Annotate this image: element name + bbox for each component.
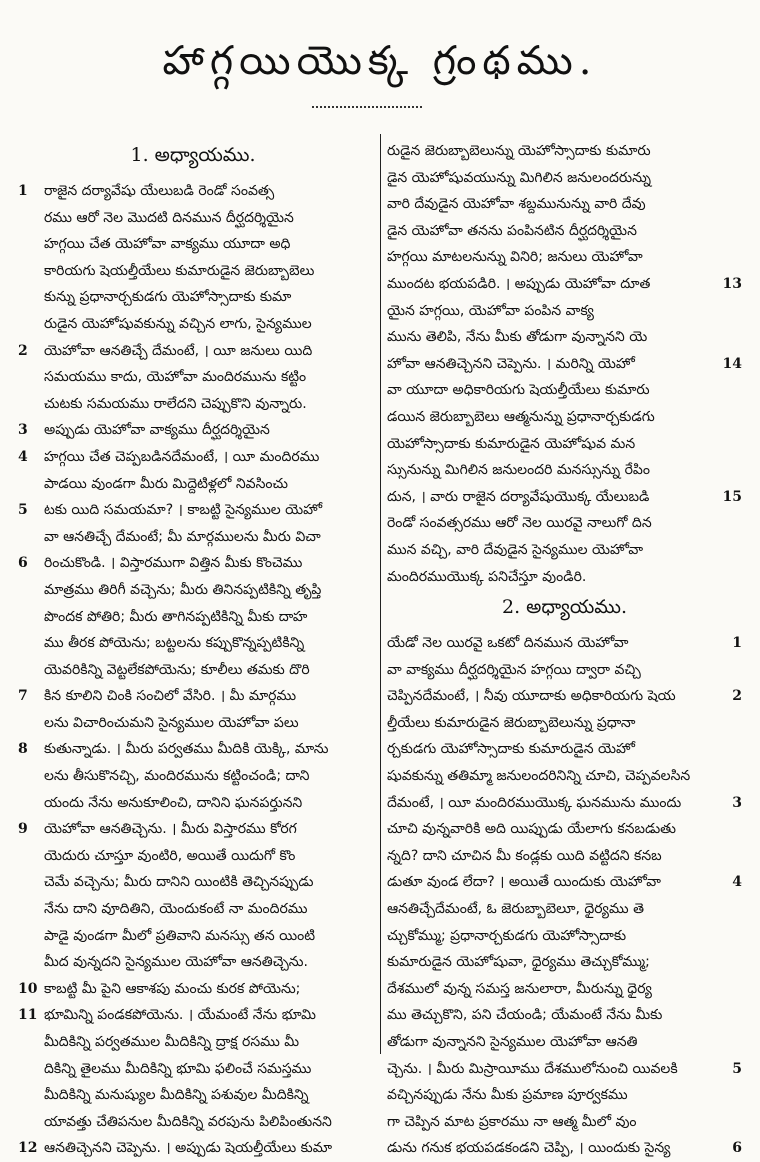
verse-line <box>387 191 742 218</box>
verse-text: వా ఆనతిచ్చే దేమంటే; మీ మార్గములను మీరు విచా <box>44 528 321 545</box>
verse-text: రుడైన జెరుబ్బాబెలున్ను యెహోస్సాదాకు కుమారు <box>387 143 651 159</box>
verse-number: 15 <box>722 488 742 505</box>
verse-text: టకు యిది సమయమా? । కాబట్టి సైన్యముల యెహో <box>44 502 323 519</box>
verse-text: చ్చెను. । మీరు మిస్రాయీము దేశములోనుంచి యివలకి <box>387 1060 678 1077</box>
verse-text: డైన యెహోషువయున్ను మిగిలిన జనులందరున్ను <box>387 169 651 186</box>
verse-line <box>18 311 368 338</box>
left-column <box>18 138 368 1162</box>
verse-text: చెమే వచ్చెను; మీరు దానిని యింటికి తెచ్చినప్పుడు <box>44 874 314 891</box>
verse-line <box>387 976 742 1003</box>
verse-text: గా చెప్పిన మాట ప్రకారము నా ఆత్మ మీలో వుం <box>387 1113 637 1130</box>
verse-text: మందిరముయొక్క పనిచేస్తూ వుండిరి. <box>387 568 587 585</box>
verse-text: సమయము కాదు, యెహోవా మందిరమును కట్టిం <box>44 369 307 386</box>
verse-text: అప్పుడు యెహోవా వాక్యము దీర్ఘదర్శియైన <box>44 422 270 439</box>
verse-text: రాజైన దర్యావేషు యేలుబడి రెండో సంవత్స <box>44 183 275 199</box>
verse-text: మున వచ్చి, వారి దేవుడైన సైన్యముల యెహోవా <box>387 541 644 558</box>
verse-number: 13 <box>722 275 742 292</box>
verse-number: 4 <box>18 448 28 465</box>
verse-text: డుతూ వుండ లేదా? । అయితే యిందుకు యెహోవా <box>387 874 661 891</box>
verse-text: షువకున్ను తతిమ్మా జనులందరినిన్ని చూచి, చెప్పవలసిన <box>387 768 691 785</box>
verse-text: ర్చకుడగు యెహోస్సాదాకు కుమారుడైన యెహో <box>387 741 635 758</box>
verse-number: 2 <box>732 688 742 705</box>
verse-text: ము తీరక పోయెను; బట్టలను కప్పుకొన్నప్పటికిన్ని <box>44 635 305 652</box>
verse-line <box>387 683 742 710</box>
verse-line <box>18 364 368 391</box>
verse-text: యేడో నెల యిరవై ఒకటో దినమున యెహోవా <box>387 635 629 652</box>
verse-line <box>387 949 742 976</box>
verse-text: యెవరికిన్ని వెట్టలేకపోయెను; కూలీలు తమకు దొరి <box>44 661 310 678</box>
verse-line <box>18 683 368 710</box>
verse-line <box>387 1135 742 1162</box>
verse-number: 12 <box>18 1140 38 1157</box>
verse-line <box>18 630 368 657</box>
verse-text: ఆనతిచ్చెనని చెప్పెను. । అప్పుడు షెయల్తీయేలు కుమా <box>44 1140 333 1157</box>
verse-line <box>18 417 368 444</box>
verse-text: దేమంటే, । యీ మందిరముయొక్క ఘనమును ముందు <box>387 794 682 811</box>
verse-line <box>387 165 742 192</box>
verse-text: కుతున్నాడు. । మీరు పర్వతము మీదికి యెక్కి, మాను <box>44 741 329 758</box>
verse-line <box>18 550 368 577</box>
verse-line <box>18 657 368 684</box>
verse-text: చుటకు సమయము రాలేదని చెప్పుకొని వున్నారు. <box>44 395 307 412</box>
verse-line <box>18 497 368 524</box>
verse-text: పొందక పోతిరి; మీరు తాగినప్పటికిన్ని మీకు దాహ <box>44 608 308 625</box>
verse-line <box>387 923 742 950</box>
verse-line <box>387 564 742 591</box>
verse-line <box>18 444 368 471</box>
book-title: హాగ్గయియొక్క గ్రంథము. <box>162 38 598 84</box>
verse-line <box>18 284 368 311</box>
verse-text: కిన కూలిని చింకి సంచిలో వేసిరి. । మీ మార్గము <box>44 688 297 705</box>
verse-text: కున్ను ప్రధానార్చకుడగు యెహోస్సాదాకు కుమా <box>44 289 292 306</box>
verse-line <box>18 604 368 631</box>
verse-line <box>387 537 742 564</box>
verse-text: యావత్తు చేతిపనుల మీదికిన్ని వరపును పిలిపింతునని <box>44 1113 332 1130</box>
verse-text: భూమిన్ని పండకపోయెను. । యేమంటే నేను భూమి <box>44 1007 316 1024</box>
verse-line <box>18 736 368 763</box>
verse-line <box>18 471 368 498</box>
verse-line <box>387 790 742 817</box>
verse-text: స్సునున్ను మిగిలిన జనులందరి మనస్సున్ను రేపిం <box>387 462 650 479</box>
verse-text: మీదికిన్ని మనుష్యుల మీదికిన్ని పశువుల మీదికిన్ని <box>44 1087 309 1104</box>
verse-number: 7 <box>18 688 28 705</box>
verse-line <box>387 736 742 763</box>
verse-number: 4 <box>732 874 742 891</box>
verse-text: రెండో సంవత్సరము ఆరో నెల యిరవై నాలుగో దిన <box>387 515 652 532</box>
verse-text: కుమారుడైన యెహోషువా, ధైర్యము తెచ్చుకోమ్ము; <box>387 954 650 971</box>
verse-text: చెప్పినదేమంటే, । నీవు యూదాకు అధికారియగు షెయ <box>387 688 676 705</box>
verse-number: 8 <box>18 741 28 758</box>
verse-text: డైన యెహోవా తనను పంపినటిన దీర్ఘదర్శియైన <box>387 222 637 239</box>
verse-text: హగ్గయి చేత చెప్పబడినదేమంటే, । యీ మందిరము <box>44 448 320 465</box>
verse-line <box>18 869 368 896</box>
verse-line <box>387 1082 742 1109</box>
verse-text: యెహోవా ఆనతిచ్చే దేమంటే, । యీ జనులు యిది <box>44 342 313 359</box>
verse-text: పాడై వుండగా మీలో ప్రతివాని మనస్సు తన యింటి <box>44 927 316 944</box>
verse-text: మీదికిన్ని పర్వతముల మీదికిన్ని ద్రాక్ష రసము మీ <box>44 1034 300 1050</box>
verse-line <box>387 630 742 657</box>
verse-line <box>18 710 368 737</box>
verse-number: 5 <box>732 1060 742 1077</box>
verse-text: ఆనతిచ్చేదేమంటే, ఓ జెరుబ్బాబెలూ, ధైర్యము తె <box>387 901 644 918</box>
verse-line <box>18 524 368 551</box>
verse-text: రించుకొండి. । విస్తారముగా విత్తిన మీకు కొంచెము <box>44 555 303 572</box>
verse-text: డయిన జెరుబ్బాబెలు ఆత్మనున్ను ప్రధానార్చకుడగు <box>387 408 655 425</box>
verse-text: చూచి వున్నవారికి అది యిప్పుడు యేలాగు కనబడుతు <box>387 821 676 838</box>
verse-line <box>387 1029 742 1056</box>
verse-text: నేను దాని వూదితిని, యెందుకంటే నా మందిరము <box>44 901 308 918</box>
right-column <box>387 138 742 1162</box>
verse-text: న్నది? దాని చూచిన మీ కండ్లకు యిది వట్టిదని కనబ <box>387 847 662 864</box>
verse-line <box>387 457 742 484</box>
verse-text: మాత్రము తిరిగీ వచ్చెను; మీరు తినినప్పటికిన్ని తృప్తి <box>44 581 322 598</box>
verse-line <box>18 1109 368 1136</box>
verse-line <box>18 1082 368 1109</box>
verse-line <box>18 763 368 790</box>
verse-text: దున, । వారు రాజైన దర్యావేషుయొక్క యేలుబడి <box>387 488 650 505</box>
verse-line <box>18 231 368 258</box>
verse-line <box>18 976 368 1003</box>
right-verse-lines-top <box>387 138 742 590</box>
verse-text: కారియగు షెయల్తీయేలు కుమారుడైన జెరుబ్బాబెలు <box>44 262 315 279</box>
verse-text: ముందట భయపడిరి. । అప్పుడు యెహోవా దూత <box>387 275 651 292</box>
verse-line <box>18 258 368 285</box>
verse-line <box>18 843 368 870</box>
chapter-2-heading: 2. అధ్యాయము. <box>502 596 627 619</box>
verse-number: 6 <box>732 1140 742 1157</box>
verse-line <box>387 816 742 843</box>
verse-line <box>18 1135 368 1162</box>
verse-line <box>18 391 368 418</box>
verse-line <box>387 244 742 271</box>
verse-line <box>18 949 368 976</box>
verse-text: యెహోస్సాదాకు కుమారుడైన యెహోషువ మన <box>387 435 636 452</box>
verse-number: 5 <box>18 502 28 519</box>
verse-text: హోవా ఆనతిచ్చెనని చెప్పెను. । మరిన్ని యెహో <box>387 355 635 372</box>
verse-line <box>387 298 742 325</box>
verse-text: యైన హగ్గయి, యెహోవా పంపిన వాక్య <box>387 302 594 319</box>
verse-text: డును గనుక భయపడకండని చెప్పి, । యిందుకు సైన్య <box>387 1140 671 1157</box>
verse-number: 3 <box>18 422 28 439</box>
verse-text: హగ్గయి మాటలనున్ను వినిరి; జనులు యెహోవా <box>387 249 643 266</box>
column-divider <box>380 134 381 1054</box>
verse-text: వారి దేవుడైన యెహోవా శబ్దమునున్ను వారి దేవు <box>387 196 646 213</box>
verse-text: దేశములో వున్న సమస్త జనులారా, మీరున్ను ధైర్య <box>387 980 652 997</box>
verse-line <box>387 431 742 458</box>
verse-line <box>387 869 742 896</box>
verse-line <box>18 896 368 923</box>
verse-text: యెదురు చూస్తూ వుంటిరి, అయితే యిదుగో కొం <box>44 847 296 864</box>
verse-text: వా వాక్యము దీర్ఘదర్శియైన హగ్గయి ద్వారా వచ్చి <box>387 661 641 678</box>
verse-text: ల్తీయేలు కుమారుడైన జెరుబ్బాబెలున్ను ప్రధానా <box>387 714 636 731</box>
verse-line <box>18 923 368 950</box>
verse-line <box>387 763 742 790</box>
verse-number: 9 <box>18 821 28 838</box>
verse-line <box>387 271 742 298</box>
verse-number: 11 <box>18 1007 38 1024</box>
verse-text: పాడయి వుండగా మీరు మిద్దెటిళ్లలో నివసించు <box>44 475 289 492</box>
verse-text: తోడుగా వున్నానని సైన్యముల యెహోవా ఆనతి <box>387 1034 638 1050</box>
verse-text: యెహోవా ఆనతిచ్చెను. । మీరు విస్తారము కోరగ <box>44 821 297 838</box>
verse-line <box>18 1029 368 1056</box>
verse-line <box>387 896 742 923</box>
verse-text: యందు నేను అనుకూలించి, దానిని ఘనపర్తునని <box>44 794 303 811</box>
chapter-1-heading: 1. అధ్యాయము. <box>130 144 256 166</box>
verse-line <box>387 484 742 511</box>
verse-text: వచ్చినప్పుడు నేను మీకు ప్రమాణ పూర్వకము <box>387 1087 628 1104</box>
verse-text: మును తెలిపి, నేను మీకు తోడుగా వున్నానని యె <box>387 329 648 346</box>
verse-text: దికిన్ని తైలము మీదికిన్ని భూమి ఫలించే సమస్తము <box>44 1060 312 1077</box>
left-verse-lines <box>18 178 368 1162</box>
verse-number: 10 <box>18 980 38 997</box>
verse-number: 6 <box>18 555 28 572</box>
verse-line <box>387 1002 742 1029</box>
verse-number: 1 <box>18 183 28 199</box>
verse-number: 14 <box>722 355 742 372</box>
verse-line <box>387 1109 742 1136</box>
verse-line <box>18 205 368 232</box>
title-rule <box>312 106 422 108</box>
verse-line <box>18 790 368 817</box>
verse-line <box>387 404 742 431</box>
right-verse-lines-bottom <box>387 630 742 1162</box>
verse-line <box>387 510 742 537</box>
verse-text: ము తెచ్చుకొని, పని చేయండి; యేమంటే నేను మీకు <box>387 1007 663 1024</box>
verse-text: వా యూదా అధికారియగు షెయల్తీయేలు కుమారు <box>387 382 650 399</box>
verse-line <box>18 338 368 365</box>
verse-text: రము ఆరో నెల మొదటి దినమున దీర్ఘదర్శియైన <box>44 209 294 226</box>
verse-line <box>18 1056 368 1083</box>
verse-line <box>387 138 742 165</box>
verse-number: 2 <box>18 342 28 359</box>
verse-line <box>18 1002 368 1029</box>
verse-text: చ్చుకోమ్ము; ప్రధానార్చకుడగు యెహోస్సాదాకు <box>387 927 627 944</box>
verse-text: హగ్గయి చేత యెహోవా వాక్యము యూదా అధి <box>44 236 291 253</box>
verse-text: లను విచారించుమని సైన్యముల యెహోవా పలు <box>44 714 299 731</box>
verse-line <box>387 351 742 378</box>
verse-line <box>387 710 742 737</box>
verse-text: మీద వున్నదని సైన్యముల యెహోవా ఆనతిచ్చెను. <box>44 954 308 971</box>
verse-line <box>387 377 742 404</box>
verse-line <box>18 178 368 205</box>
verse-line <box>387 218 742 245</box>
verse-line <box>387 324 742 351</box>
verse-line <box>387 843 742 870</box>
verse-text: లను తీసుకొనచ్చి, మందిరమును కట్టించండి; దాని <box>44 768 310 785</box>
verse-number: 3 <box>732 794 742 811</box>
verse-line <box>387 1056 742 1083</box>
verse-number: 1 <box>732 635 742 652</box>
verse-text: రుడైన యెహోషువకున్ను వచ్చిన లాగు, సైన్యముల <box>44 315 312 332</box>
verse-text: కాబట్టి మీ పైని ఆకాశపు మంచు కురక పోయెను; <box>44 980 301 997</box>
verse-line <box>18 577 368 604</box>
verse-line <box>18 816 368 843</box>
verse-line <box>387 657 742 684</box>
